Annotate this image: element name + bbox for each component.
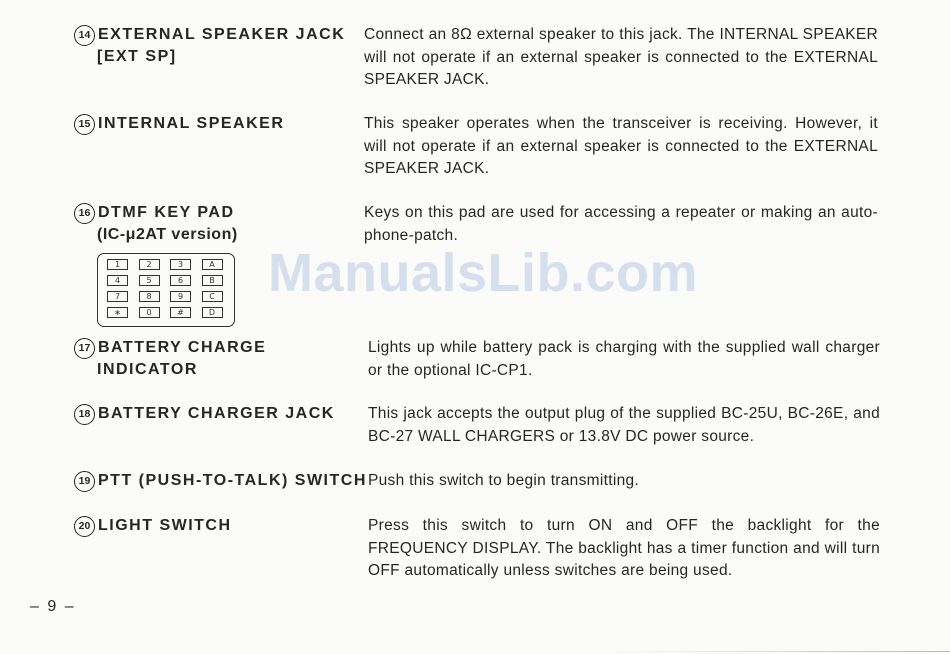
entry-description: Lights up while battery pack is charging with the supplied wall charger or the optional IC-CP1. <box>368 339 880 379</box>
entry-label <box>74 515 364 537</box>
keypad-key: A <box>202 259 223 270</box>
keypad-key: 7 <box>107 291 128 302</box>
keypad-key: 2 <box>139 259 160 270</box>
label-line: BATTERY CHARGE <box>98 339 267 356</box>
keypad-key: 5 <box>139 275 160 286</box>
keypad-key: # <box>170 307 191 318</box>
entry-label <box>74 337 364 381</box>
entry-number-badge: 14 <box>74 25 95 46</box>
entry-description: Connect an 8Ω external speaker to this jack. The INTERNAL SPEAKER will not operate if an external speaker is connected to the EXTERNAL SPEAKER JACK. <box>364 26 878 88</box>
dtmf-keypad-illustration <box>97 253 235 327</box>
entry-number-badge: 17 <box>74 338 95 359</box>
entry-description: This jack accepts the output plug of the supplied BC-25U, BC-26E, and BC-27 WALL CHARGERS or 13.8V DC power source. <box>368 405 880 445</box>
keypad-key: B <box>202 275 223 286</box>
label-line: EXTERNAL SPEAKER JACK <box>98 26 346 43</box>
entry-description: Press this switch to turn ON and OFF the backlight for the FREQUENCY DISPLAY. The backlight has a timer function and will turn OFF automatically unless switches are being used. <box>368 517 880 579</box>
entry-label <box>74 470 367 492</box>
label-line: INTERNAL SPEAKER <box>98 115 285 132</box>
entry-number-badge: 20 <box>74 516 95 537</box>
label-line: INDICATOR <box>97 361 198 378</box>
entry-number-badge: 15 <box>74 114 95 135</box>
page-number: – 9 – <box>30 598 76 615</box>
label-line: DTMF KEY PAD <box>98 204 235 221</box>
entry-label <box>74 113 364 135</box>
entry-label <box>74 24 364 68</box>
entry-label <box>74 202 364 246</box>
keypad-key: 9 <box>170 291 191 302</box>
keypad-key: 0 <box>139 307 160 318</box>
entry-description: This speaker operates when the transceiver is receiving. However, it will not operate if an external speaker is connected to the EXTERNAL SPEAKER JACK. <box>364 115 878 177</box>
keypad-key: 4 <box>107 275 128 286</box>
label-line: (IC-μ2AT version) <box>97 226 238 243</box>
entry-number-badge: 19 <box>74 471 95 492</box>
label-line: PTT (PUSH-TO-TALK) SWITCH <box>98 472 367 489</box>
entry-description: Keys on this pad are used for accessing a repeater or making an auto-phone-patch. <box>364 204 878 244</box>
keypad-key: 8 <box>139 291 160 302</box>
entry-description: Push this switch to begin transmitting. <box>368 472 640 489</box>
label-line: BATTERY CHARGER JACK <box>98 405 335 422</box>
keypad-key: ∗ <box>107 307 128 318</box>
entry-number-badge: 18 <box>74 404 95 425</box>
scan-edge-line <box>600 651 950 652</box>
keypad-key: D <box>202 307 223 318</box>
keypad-key: 3 <box>170 259 191 270</box>
watermark: ManualsLib.com <box>268 243 699 303</box>
keypad-key: 1 <box>107 259 128 270</box>
label-line: LIGHT SWITCH <box>98 517 232 534</box>
keypad-key: 6 <box>170 275 191 286</box>
label-line: [EXT SP] <box>97 48 177 65</box>
keypad-key: C <box>202 291 223 302</box>
entry-number-badge: 16 <box>74 203 95 224</box>
entry-label <box>74 403 364 425</box>
